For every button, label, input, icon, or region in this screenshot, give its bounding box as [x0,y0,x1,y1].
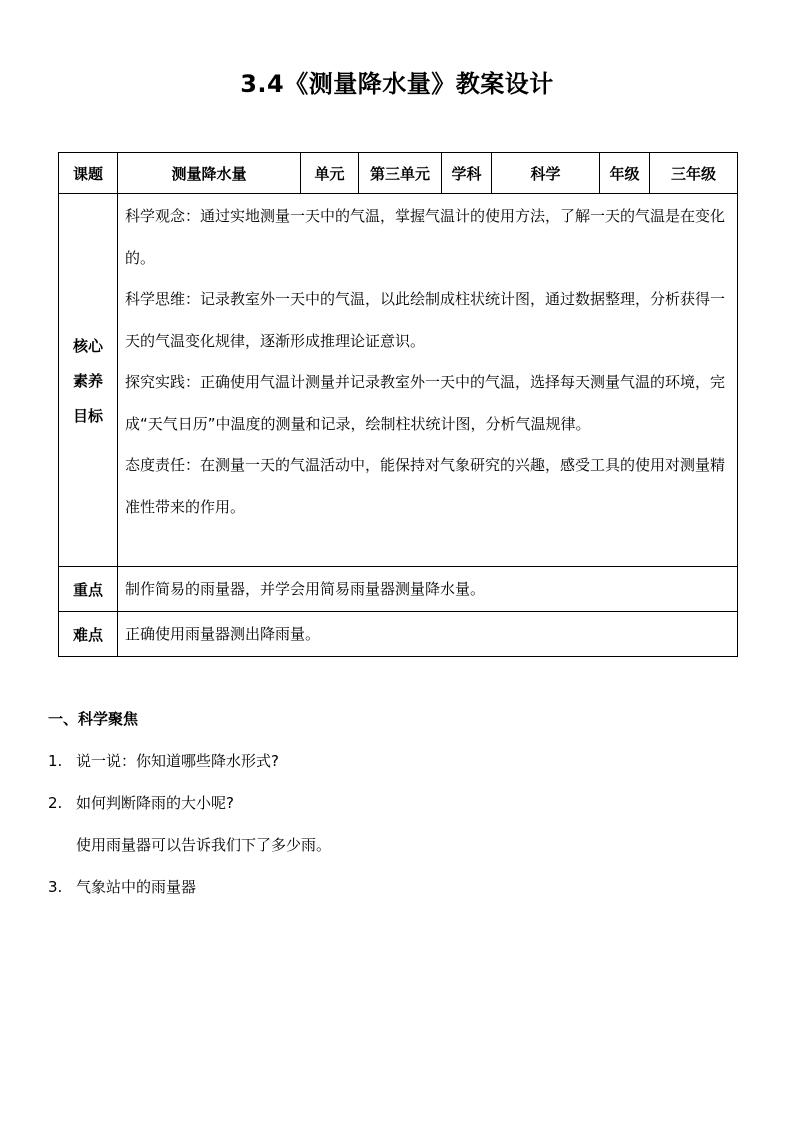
list-number: 1. [48,752,63,770]
info-header-row [59,153,738,194]
goal-science-thinking: 科学思维：记录教室外一天中的气温，以此绘制成柱状统计图，通过数据整理，分析获得一天的气温变化规律，逐渐形成推理论证意识。 [125,290,726,350]
core-label-line-2: 素养 [72,371,103,390]
science-focus-section [48,705,748,915]
list-text: 说一说：你知道哪些降水形式? [76,752,279,770]
core-goals-row [59,194,738,567]
grade-value: 三年级 [650,153,738,194]
key-point-label: 重点 [59,567,118,612]
goal-attitude-responsibility: 态度责任：在测量一天的气温活动中，能保持对气象研究的兴趣，感受工具的使用对测量精准性带来的作用。 [125,456,726,516]
unit-label: 单元 [301,153,359,194]
core-goals-content [118,194,738,567]
document-title: 3.4《测量降水量》教案设计 [240,70,554,98]
course-value: 测量降水量 [118,153,301,194]
lesson-info-table [58,152,738,657]
difficult-point-label: 难点 [59,612,118,657]
subject-label: 学科 [442,153,492,194]
core-goals-label [59,194,118,567]
list-number: 3. [48,878,63,896]
unit-value: 第三单元 [359,153,442,194]
subject-value: 科学 [492,153,600,194]
list-number: 2. [48,794,63,812]
core-label-line-1: 核心 [72,336,103,355]
list-item [48,747,748,789]
list-item [48,789,748,831]
key-point-row [59,567,738,612]
course-label: 课题 [59,153,118,194]
list-item [48,873,748,915]
list-item-answer: 使用雨量器可以告诉我们下了多少雨。 [76,836,332,854]
grade-label: 年级 [600,153,650,194]
key-point-content: 制作简易的雨量器，并学会用简易雨量器测量降水量。 [118,567,738,612]
list-text: 气象站中的雨量器 [76,878,197,896]
goal-inquiry-practice: 探究实践：正确使用气温计测量并记录教室外一天中的气温，选择每天测量气温的环境，完成“天气日历”中温度的测量和记录，绘制柱状统计图，分析气温规律。 [125,373,726,433]
difficult-point-row [59,612,738,657]
list-text: 如何判断降雨的大小呢? [76,794,234,812]
goal-science-concept: 科学观念：通过实地测量一天中的气温，掌握气温计的使用方法，了解一天的气温是在变化的。 [125,207,726,267]
core-label-line-3: 目标 [72,406,103,425]
section-heading: 一、科学聚焦 [48,710,139,728]
difficult-point-content: 正确使用雨量器测出降雨量。 [118,612,738,657]
